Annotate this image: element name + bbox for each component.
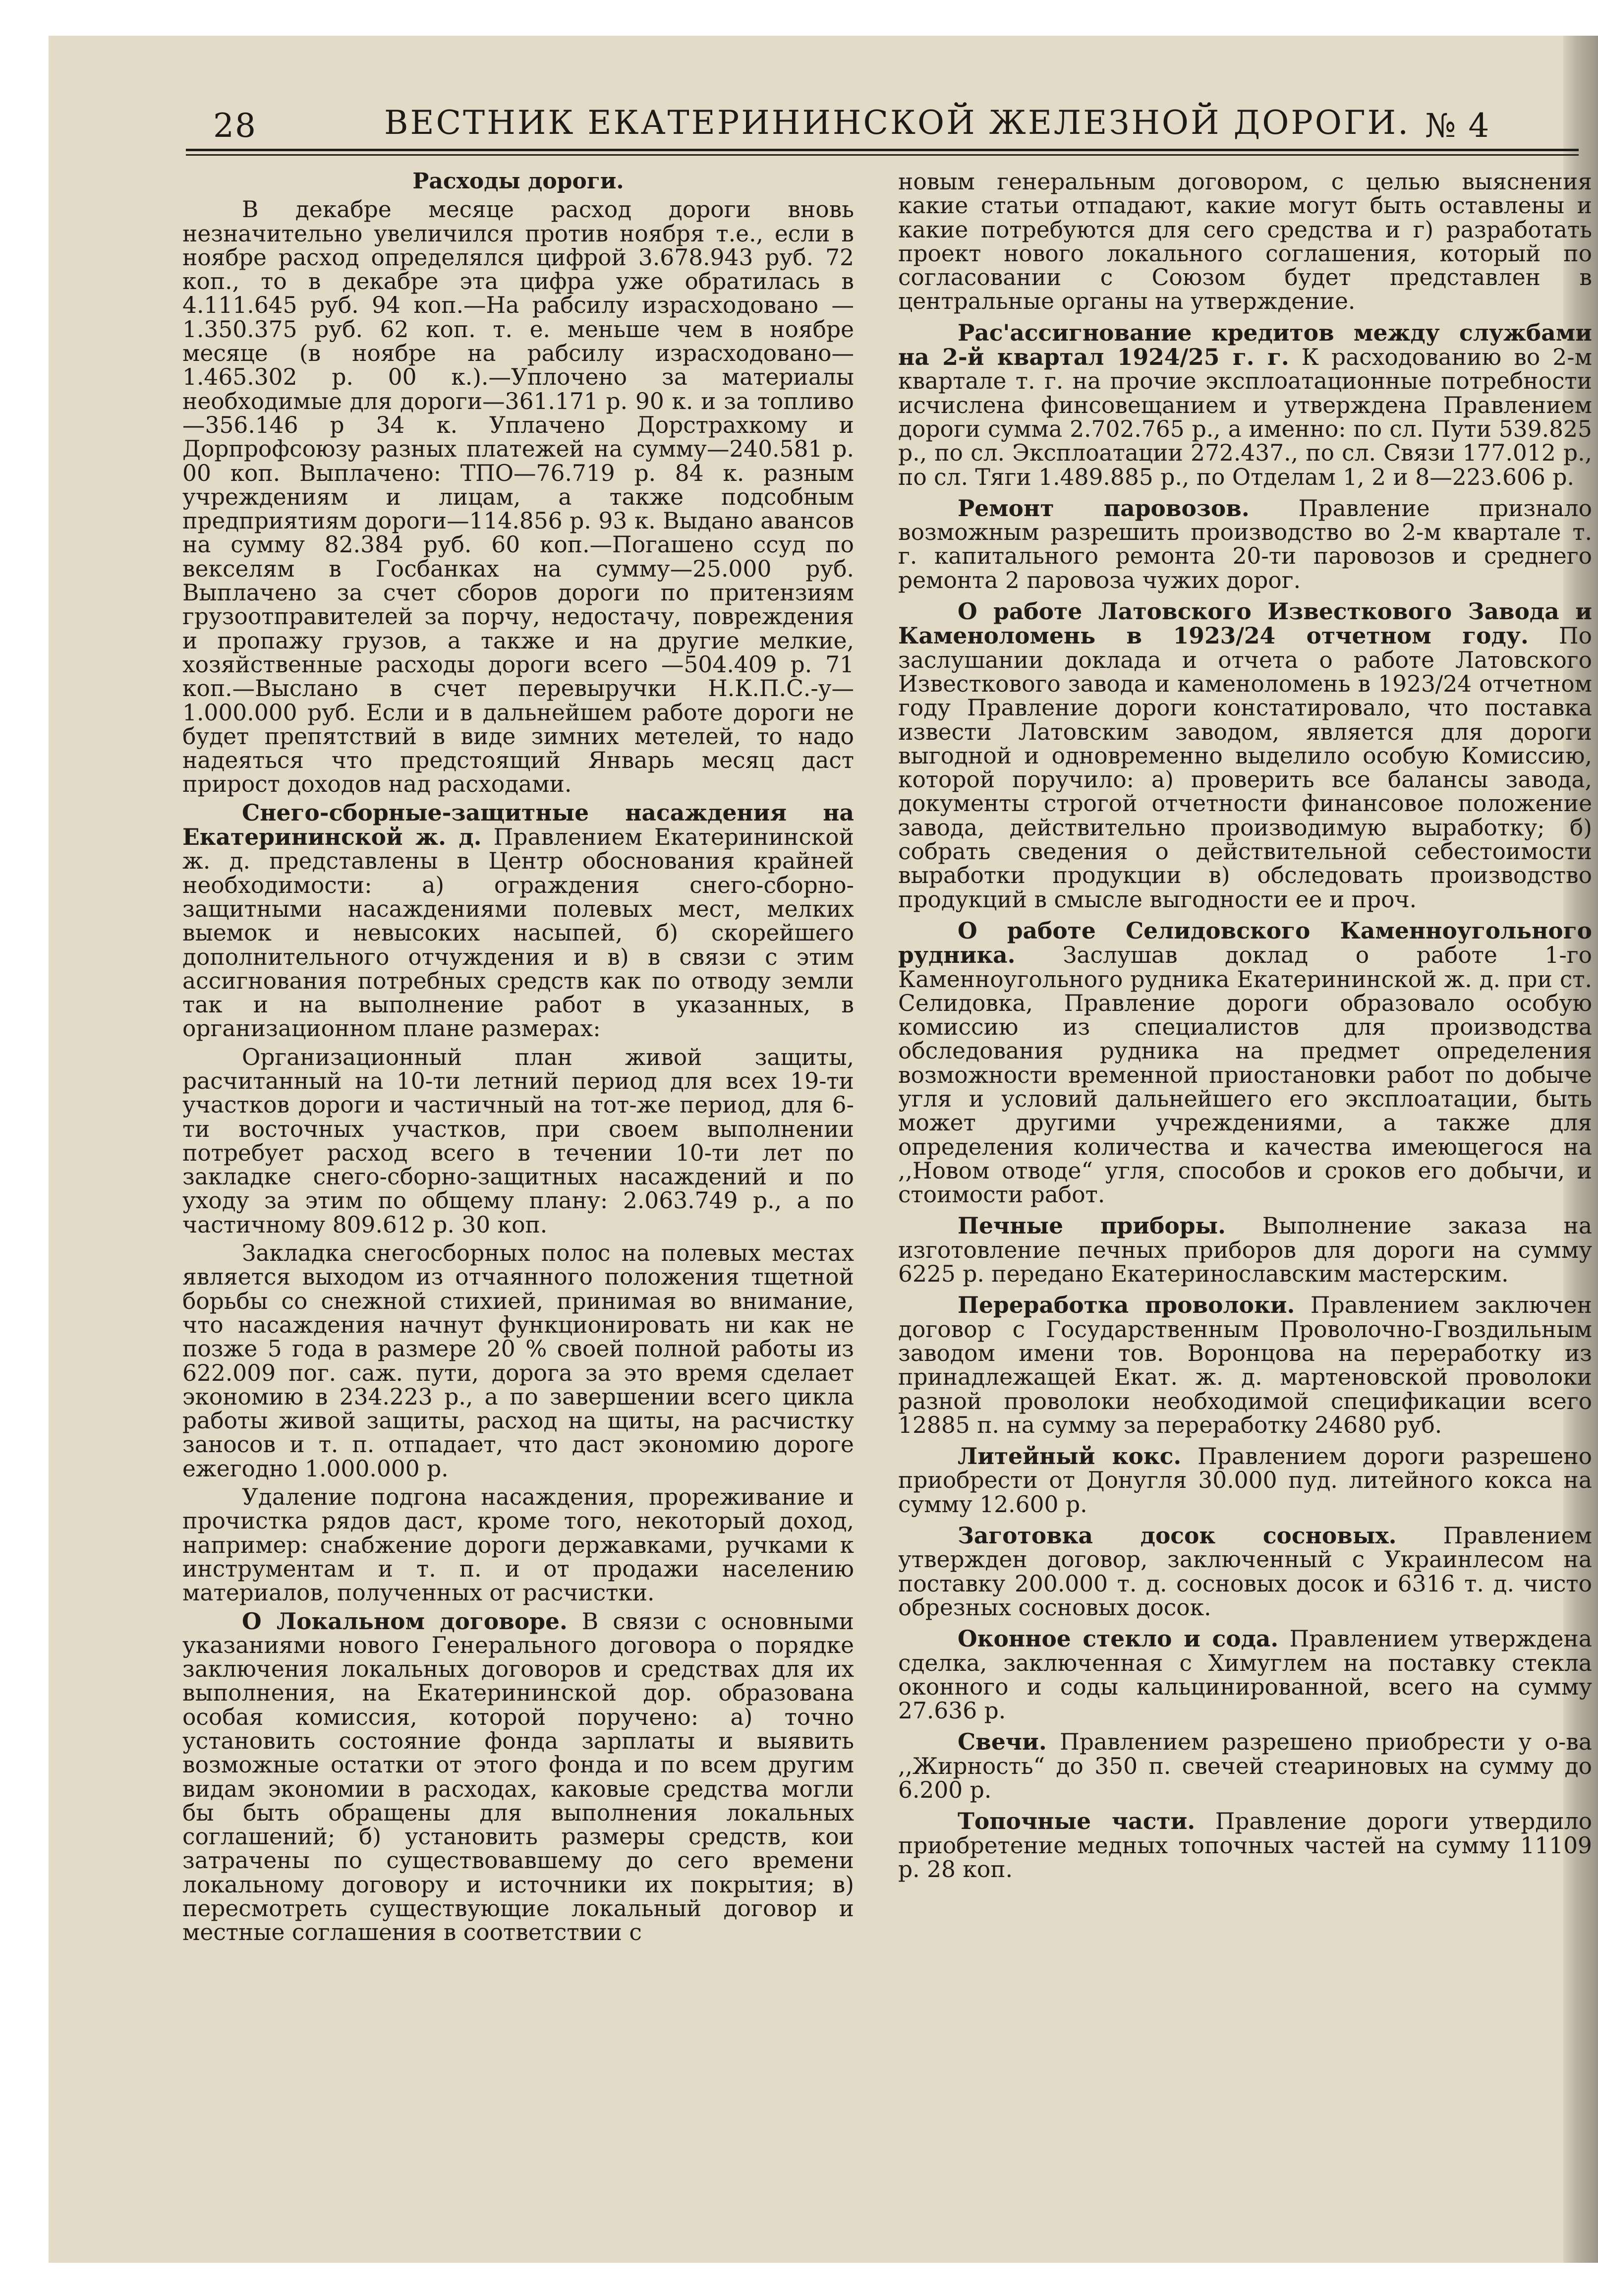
paragraph-text: Правлением утвержден договор, заключенный с Украинлесом на поставку 200.000 т. д. сосновых досок и 6316 т. д. чисто обрезных сосновых досок. bbox=[898, 1523, 1592, 1621]
header-rule-thin bbox=[186, 154, 1579, 156]
paragraph-text: К расходованию во 2-м квартале т. г. на прочие эксплоатационные потребности исчислена финсовещанием и утверждена Правлением дороги сумма 2.702.765 р., а именно: по сл. Пути 539.825 р., по сл. Эксплоатации 272.437., по сл. Связи 177.012 р., по сл. Тяги 1.489.885 р., по Отделам 1, 2 и 8—223.606 р. bbox=[898, 344, 1592, 490]
paragraph-text: Выполнение заказа на изготовление печных приборов для дороги на сумму 6225 р. передано Екатеринославским мастерским. bbox=[898, 1213, 1592, 1288]
paragraph-text: В декабре месяце расход дороги вновь незначительно увеличился против ноября т.е., если в ноябре расход определялся цифрой 3.678.943 руб. 72 коп., то в декабре эта цифра уже обратилась в 4.111.645 руб. 94 коп.—На рабсилу израсходовано —1.350.375 руб. 62 коп. т. е. меньше чем в ноябре месяце (в ноябре на рабсилу израсходовано— 1.465.302 р. 00 к.).—Уплочено за материалы необходимые для дороги—361.171 р. 90 к. и за топливо—356.146 р 34 к. Уплачено Дорстрахкому и Дорпрофсоюзу разных платежей на сумму—240.581 р. 00 коп. Выплачено: ТПО—76.719 р. 84 к. разным учреждениям и лицам, а также подсобным предприятиям дороги—114.856 р. 93 к. Выдано авансов на сумму 82.384 руб. 60 коп.—Погашено ссуд по векселям в Госбанках на сумму—25.000 руб. Выплачено за счет сборов дороги по притензиям грузоотправителей за порчу, недостачу, повреждения и пропажу грузов, а также и на другие мелкие, хозяйственные расходы дороги всего —504.409 р. 71 коп.—Выслано в счет перевыручки Н.К.П.С.-у—1.000.000 руб. Если и в дальнейшем работе дороги не будет препятствий в виде зимних метелей, то надо надеяться что предстоящий Январь месяц даст прирост доходов над расходами. bbox=[182, 196, 854, 798]
paragraph bbox=[898, 1627, 1592, 1723]
paragraph bbox=[898, 496, 1592, 592]
paragraph-lead: О работе Селидовского Каменноугольного рудника. bbox=[898, 917, 1592, 969]
paragraph-lead: Рас'ассигнование кредитов между службами на 2-й квартал 1924/25 г. г. bbox=[898, 319, 1592, 371]
page-number: 28 bbox=[213, 107, 257, 145]
paragraph bbox=[182, 197, 854, 796]
paragraph bbox=[898, 1524, 1592, 1620]
issue-number: № 4 bbox=[1425, 107, 1490, 145]
paragraph-text: Правление признало возможным разрешить производство во 2-м квартале т. г. капитального ремонта 20-ти паровозов и среднего ремонта 2 паровоза чужих дорог. bbox=[898, 495, 1592, 593]
paragraph-lead: О Локальном договоре. bbox=[242, 1607, 568, 1635]
paragraph-text: Правлением разрешено приобрести у о-ва ,,Жирность“ до 350 п. свечей стеариновых на сумму до 6.200 р. bbox=[898, 1729, 1592, 1803]
paragraph bbox=[898, 1730, 1592, 1802]
paragraph-text: Правлением утверждена сделка, заключенная с Химуглем на поставку стекла оконного и соды кальцинированной, всего на сумму 27.636 р. bbox=[898, 1626, 1592, 1724]
paragraph-text: Правлением Екатерининской ж. д. представлены в Центр обоснования крайней необходимости: а) ограждения снего-сборно-защитными насаждениями полевых мест, мелких выемок и невысоких насыпей, б) скорейшего дополнительного отчуждения и в) в связи с этим ассигнования потребных средств как по отводу земли так и на выполнение работ в указанных, в организационном плане размерах: bbox=[182, 824, 854, 1042]
paragraph bbox=[898, 1214, 1592, 1286]
paragraph-text: Организационный план живой защиты, расчитанный на 10-ти летний период для всех 19-ти участков дороги и частичный на тот-же период, для 6-ти восточных участков, при своем выполнении потребует расход всего в течении 10-ти лет по закладке снего-сборно-защитных насаждений и по уходу за этим по общему плану: 2.063.749 р., а по частичному 809.612 р. 30 коп. bbox=[182, 1044, 854, 1238]
paragraph bbox=[898, 1444, 1592, 1517]
paragraph bbox=[898, 599, 1592, 912]
header-rule-thick bbox=[186, 149, 1579, 151]
paragraph-text: Правление дороги утвердило приобретение медных топочных частей на сумму 11109 р. 28 коп. bbox=[898, 1808, 1592, 1883]
paragraph bbox=[898, 170, 1592, 314]
paragraph bbox=[182, 1241, 854, 1481]
paragraph-text: Удаление подгона насаждения, прореживание и прочистка рядов даст, кроме того, некоторый доход, например: снабжение дороги державками, ручками к инструментам и т. п. и от продажи населению материалов, полученных от расчистки. bbox=[182, 1484, 854, 1606]
paragraph-lead: Заготовка досок сосновых. bbox=[958, 1522, 1397, 1549]
paragraph bbox=[182, 1485, 854, 1605]
paragraph bbox=[182, 801, 854, 1041]
paragraph-text: Правлением дороги разрешено приобрести от Донугля 30.000 пуд. литейного кокса на сумму 12.600 р. bbox=[898, 1443, 1592, 1518]
paragraph-lead: Оконное стекло и сода. bbox=[958, 1625, 1279, 1652]
paragraph-text: новым генеральным договором, с целью выяснения какие статьи отпадают, какие могут быть оставлены и какие потребуются для сего средства и г) разработать проект нового локального соглашения, который по согласовании с Союзом будет представлен в центральные органы на утверждение. bbox=[898, 169, 1592, 315]
paragraph-text: По заслушании доклада и отчета о работе Латовского Известкового завода и каменоломень в 1923/24 отчетном году Правление дороги констатировало, что поставка извести Латовским заводом, является для дороги выгодной и одновременно выделило особую Комиссию, которой поручило: а) проверить все балансы завода, документы строгой отчетности финансовое положение завода, действительно производимую выработку; б) собрать сведения о действительной себестоимости выработки продукции в) обследовать производство продукций в смысле выгодности ее и проч. bbox=[898, 623, 1592, 913]
journal-title: ВЕСТНИК ЕКАТЕРИНИНСКОЙ ЖЕЛЕЗНОЙ ДОРОГИ. bbox=[384, 104, 1411, 142]
paragraph bbox=[898, 1809, 1592, 1882]
paragraph-lead: Печные приборы. bbox=[958, 1212, 1226, 1239]
left-column bbox=[182, 170, 854, 1949]
paragraph-lead: Ремонт паровозов. bbox=[958, 494, 1250, 522]
paragraph bbox=[182, 1045, 854, 1237]
paragraph-text: Правлением заключен договор с Государственным Проволочно-Гвоздильным заводом имени тов. Воронцова на переработку из принадлежащей Екат. ж. д. мартеновской проволоки разной проволоки необходимой спецификации всего 12885 п. на сумму за переработку 24680 руб. bbox=[898, 1292, 1592, 1438]
right-column bbox=[898, 170, 1592, 1885]
paragraph bbox=[898, 919, 1592, 1207]
paragraph bbox=[898, 321, 1592, 489]
paragraph-lead: Литейный кокс. bbox=[958, 1443, 1182, 1470]
paragraph-lead: Свечи. bbox=[958, 1728, 1047, 1756]
paragraph-text: В связи с основными указаниями нового Генерального договора о порядке заключения локальных договоров и средствах для их выполнения, на Екатерининской дор. образована особая комиссия, которой поручено: а) точно установить состояние фонда зарплаты и выявить возможные остатки от этого фонда и по всем другим видам экономии в расходах, каковые средства могли бы быть обращены для выполнения локальных соглашений; б) установить размеры средств, кои затрачены по существовавшему до сего времени локальному договору и источники их покрытия; в) пересмотреть существующие локальный договор и местные соглашения в соответствии с bbox=[182, 1608, 854, 1946]
paragraph-text: Заслушав доклад о работе 1-го Каменноугольного рудника Екатерининской ж. д. при ст. Селидовка, Правление дороги образовало особую комиссию из специалистов для производства обследования рудника на предмет определения возможности временной приостановки работ по добыче угля и условий дальнейшего его эксплоатации, быть может другими учреждениями, а также для определения количества и качества имеющегося на ,,Новом отводе“ угля, способов и сроков его добычи, и стоимости работ. bbox=[898, 942, 1592, 1208]
paragraph bbox=[898, 1293, 1592, 1437]
paragraph-lead: Переработка проволоки. bbox=[958, 1292, 1295, 1319]
paragraph-lead: О работе Латовского Известкового Завода и Каменоломень в 1923/24 отчетном году. bbox=[898, 598, 1592, 649]
page-header bbox=[136, 104, 1569, 146]
section-heading-expenses: Расходы дороги. bbox=[412, 169, 624, 194]
paragraph-lead: Топочные части. bbox=[958, 1808, 1196, 1835]
paragraph bbox=[182, 1609, 854, 1945]
paragraph-text: Закладка снегосборных полос на полевых местах является выходом из отчаянного положения тщетной борьбы со снежной стихией, принимая во внимание, что насаждения начнут функционировать ни как не позже 5 года в размере 20 % своей полной работы из 622.009 пог. саж. пути, дорога за это время сделает экономию в 234.223 р., а по завершении всего цикла работы живой защиты, расход на щиты, на расчистку заносов и т. п. отпадает, что даст экономию дороге ежегодно 1.000.000 р. bbox=[182, 1240, 854, 1482]
paragraph-lead: Снего-сборные-защитные насаждения на Екатерининской ж. д. bbox=[182, 799, 854, 851]
